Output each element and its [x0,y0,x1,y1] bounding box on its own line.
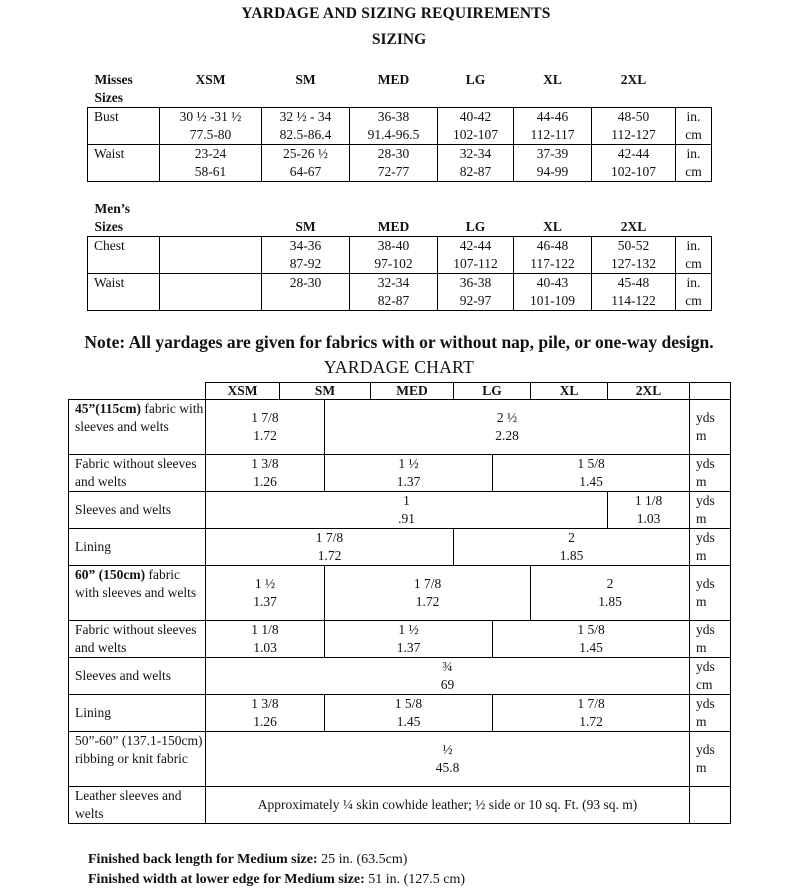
col-header: 2XL [620,219,647,234]
row-label: Fabric without sleeves and welts [69,455,206,492]
table-cell: 23-24 58-61 [160,145,262,182]
table-cell: 40-42 102-107 [438,108,514,145]
table-cell: 1 3/8 1.26 [206,695,325,732]
col-header: SM [295,219,316,234]
misses-sizing-table [87,71,712,182]
yardage-chart-title: YARDAGE CHART [323,357,475,377]
table-row [69,658,731,695]
yardage-chart-table [68,382,731,824]
table-cell: 1 ½ 1.37 [325,621,493,658]
row-label: Waist [88,145,160,182]
yardage-note: Note: All yardages are given for fabrics with or without nap, pile, or one-way design. [84,332,714,352]
finished-width [88,872,465,888]
mens-sizing-table [87,200,712,311]
table-cell: 32 ½ - 34 82.5-86.4 [262,108,350,145]
table-cell: ½ 45.8 [206,732,690,787]
col-header: 2XL [608,383,690,400]
table-row [69,492,731,529]
col-header: SM [280,383,371,400]
row-label: Fabric without sleeves and welts [69,621,206,658]
unit-cell: yds m [690,492,731,529]
col-header: XL [543,219,562,234]
col-header: XL [531,383,608,400]
col-header: MED [377,72,410,87]
table-row [88,145,712,182]
mens-sizes-label: Men’s Sizes [94,201,130,234]
table-cell: 32-34 82-87 [350,274,438,311]
table-row [69,455,731,492]
table-cell: 1 7/8 1.72 [325,566,531,621]
unit-cell: yds m [690,621,731,658]
unit-cell: in. cm [676,274,712,311]
unit-cell [690,787,731,824]
table-cell: 2 1.85 [454,529,690,566]
row-label-rest: fabric with sleeves and welts [75,567,197,600]
footer-label: Finished back length for Medium size: [88,852,318,867]
col-header: MED [377,219,410,234]
col-header: XSM [206,383,280,400]
table-cell: 45-48 114-122 [592,274,676,311]
row-label-rest: fabric with sleeves and welts [75,401,204,434]
table-cell: 2 ½ 2.28 [325,400,690,455]
table-cell: 30 ½ -31 ½ 77.5-80 [160,108,262,145]
unit-cell: in. cm [676,237,712,274]
table-cell: 37-39 94-99 [514,145,592,182]
table-cell: 1 5/8 1.45 [325,695,493,732]
table-cell: 32-34 82-87 [438,145,514,182]
unit-cell: yds m [690,455,731,492]
table-cell [160,237,262,274]
row-label: Lining [69,695,206,732]
finished-back-length [88,852,407,868]
row-label: Leather sleeves and welts [69,787,206,824]
table-cell: 1 ½ 1.37 [325,455,493,492]
unit-cell: yds m [690,732,731,787]
row-label: Bust [88,108,160,145]
row-label: Waist [88,274,160,311]
table-cell: 46-48 117-122 [514,237,592,274]
table-cell: 36-38 92-97 [438,274,514,311]
footer-label: Finished width at lower edge for Medium size: [88,872,365,887]
col-header: XSM [195,72,226,87]
table-cell: 1 .91 [206,492,608,529]
table-cell: 44-46 112-117 [514,108,592,145]
row-label-bold: 45”(115cm) [75,401,141,416]
table-cell: 1 7/8 1.72 [493,695,690,732]
table-cell: 1 1/8 1.03 [608,492,690,529]
col-header: 2XL [620,72,647,87]
table-row [69,695,731,732]
table-cell [160,274,262,311]
unit-cell: in. cm [676,108,712,145]
table-row [69,732,731,787]
unit-cell: in. cm [676,145,712,182]
row-label: 50”-60” (137.1-150cm) ribbing or knit fabric [69,732,206,787]
row-label: Sleeves and welts [69,492,206,529]
table-cell: 42-44 107-112 [438,237,514,274]
table-cell: 1 7/8 1.72 [206,400,325,455]
page-title: YARDAGE AND SIZING REQUIREMENTS [241,5,551,22]
row-label [69,566,206,621]
table-row [69,787,731,824]
table-row [69,529,731,566]
table-cell: 1 5/8 1.45 [493,455,690,492]
unit-cell: yds m [690,529,731,566]
unit-cell: yds m [690,400,731,455]
table-cell: 25-26 ½ 64-67 [262,145,350,182]
table-cell: ¾ 69 [206,658,690,695]
table-row [88,237,712,274]
footer-value: 25 in. (63.5cm) [317,852,408,867]
table-cell: 1 3/8 1.26 [206,455,325,492]
table-cell: 48-50 112-127 [592,108,676,145]
yardage-header-row [69,383,731,400]
row-label-bold: 60” (150cm) [75,567,146,582]
table-cell: 40-43 101-109 [514,274,592,311]
misses-header-row [88,71,712,108]
table-row [88,108,712,145]
table-cell: Approximately ¼ skin cowhide leather; ½ side or 10 sq. Ft. (93 sq. m) [206,787,690,824]
table-cell: 34-36 87-92 [262,237,350,274]
row-label: Chest [88,237,160,274]
sizing-heading: SIZING [371,31,427,48]
table-cell: 1 ½ 1.37 [206,566,325,621]
table-cell: 1 1/8 1.03 [206,621,325,658]
unit-cell: yds cm [690,658,731,695]
col-header: LG [465,72,486,87]
col-header: XL [543,72,562,87]
row-label [69,400,206,455]
col-header [160,200,262,237]
col-header: MED [371,383,454,400]
table-cell: 28-30 [262,274,350,311]
mens-header-row [88,200,712,237]
table-cell: 42-44 102-107 [592,145,676,182]
unit-cell: yds m [690,566,731,621]
table-row [69,400,731,455]
table-cell: 1 7/8 1.72 [206,529,454,566]
row-label: Sleeves and welts [69,658,206,695]
col-header: SM [295,72,316,87]
table-cell: 36-38 91.4-96.5 [350,108,438,145]
col-header: LG [454,383,531,400]
footer-value: 51 in. (127.5 cm) [364,872,466,887]
table-cell: 50-52 127-132 [592,237,676,274]
table-row [88,274,712,311]
table-row [69,621,731,658]
col-header: LG [465,219,486,234]
table-cell: 28-30 72-77 [350,145,438,182]
table-cell: 1 5/8 1.45 [493,621,690,658]
row-label: Lining [69,529,206,566]
table-cell: 38-40 97-102 [350,237,438,274]
misses-sizes-label: Misses Sizes [94,72,133,105]
table-row [69,566,731,621]
unit-cell: yds m [690,695,731,732]
table-cell: 2 1.85 [531,566,690,621]
